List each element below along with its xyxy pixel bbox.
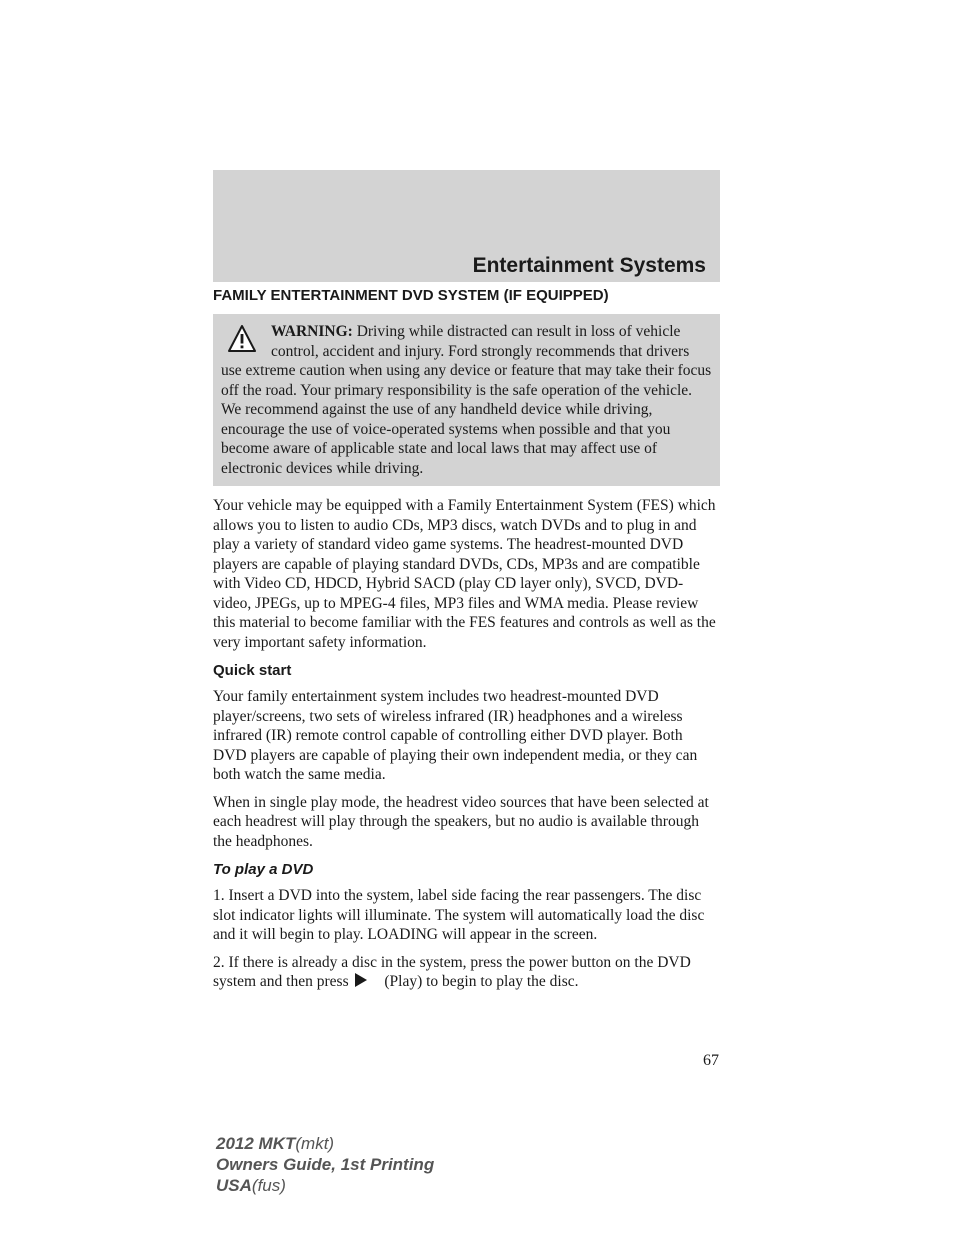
play-dvd-step-1: 1. Insert a DVD into the system, label side facing the rear passengers. The disc slot indicator lights will illuminate. The system will automatically load the disc and it will begin to play. LOADING will appear in the screen. (213, 887, 705, 943)
footer (216, 1133, 434, 1196)
footer-market-code: (fus) (251, 1176, 286, 1195)
page-content (213, 287, 720, 1000)
page-number: 67 (703, 1052, 719, 1069)
warning-label: WARNING: (271, 323, 353, 340)
warning-box (213, 314, 720, 486)
footer-model-code: (mkt) (295, 1134, 335, 1153)
footer-line-3 (216, 1175, 434, 1196)
footer-model: 2012 MKT (216, 1134, 296, 1153)
play-dvd-heading: To play a DVD (213, 861, 314, 878)
play-dvd-step-2-after: (Play) to begin to play the disc. (384, 973, 579, 990)
play-dvd-step-2 (213, 953, 720, 992)
section-title: FAMILY ENTERTAINMENT DVD SYSTEM (IF EQUIPPED) (213, 287, 609, 304)
header-bar (213, 170, 720, 282)
warning-triangle-icon (227, 324, 257, 354)
intro-paragraph: Your vehicle may be equipped with a Family Entertainment System (FES) which allows you to listen to audio CDs, MP3 discs, watch DVDs and to plug in and play a variety of standard video game systems. The headrest-mounted DVD players are capable of playing standard DVDs, CDs, MP3s and are compatible with Video CD, HDCD, Hybrid SACD (play CD layer only), SVCD, DVD-video, JPEGs, up to MPEG-4 files, MP3 files and WMA media. Please review this material to become familiar with the FES features and controls as well as the very important safety information. (213, 497, 716, 651)
quick-start-paragraph-2: When in single play mode, the headrest video sources that have been selected at each headrest will play through the speakers, but no audio is available through the headphones. (213, 793, 709, 850)
footer-line-1 (216, 1133, 434, 1154)
play-icon (354, 972, 368, 988)
header-title: Entertainment Systems (472, 254, 706, 277)
quick-start-heading: Quick start (213, 662, 292, 679)
play-dvd-step-2-before: 2. If there is already a disc in the system, press the power button on the DVD system and then press (213, 953, 691, 990)
footer-market: USA (216, 1176, 252, 1195)
warning-text: Driving while distracted can result in loss of vehicle control, accident and injury. Ford strongly recommends that drivers use extreme caution when using any device or feature that may take their focus off the road. Your primary responsibility is the safe operation of the vehicle. We recommend against the use of any handheld device while driving, encourage the use of voice-operated systems when possible and that you become aware of applicable state and local laws that may affect use of electronic devices while driving. (221, 323, 712, 477)
footer-line-2: Owners Guide, 1st Printing (216, 1155, 435, 1174)
quick-start-paragraph-1: Your family entertainment system includes two headrest-mounted DVD player/screens, two sets of wireless infrared (IR) headphones and a wireless infrared (IR) remote control capable of controlling either DVD player. Both DVD players are capable of playing their own independent media, or they can both watch the same media. (213, 688, 698, 783)
